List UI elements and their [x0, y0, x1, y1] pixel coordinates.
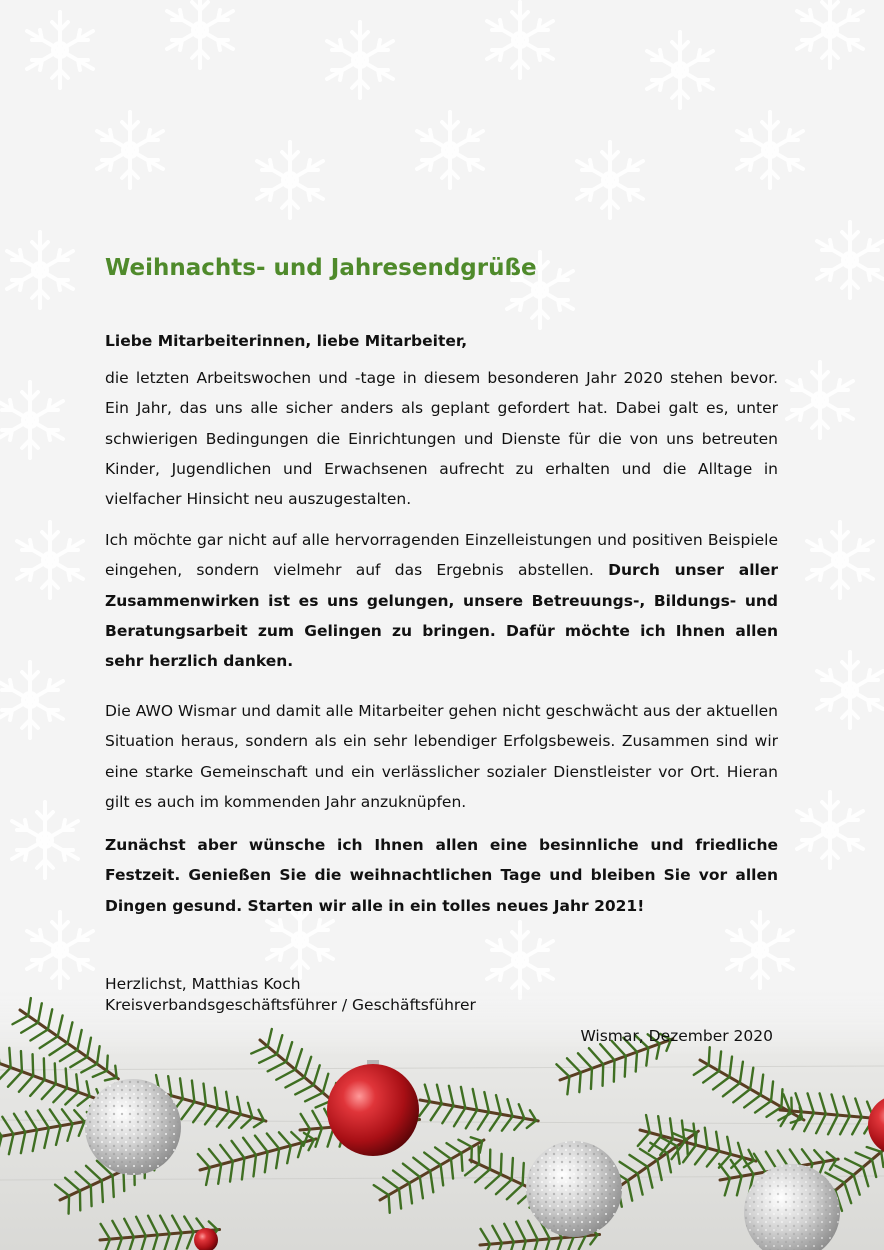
letter-title: Weihnachts- und Jahresendgrüße	[105, 255, 537, 281]
signature-role: Kreisverbandsgeschäftsführer / Geschäftsführer	[105, 996, 476, 1014]
place-date: Wismar, Dezember 2020	[580, 1027, 773, 1045]
paragraph-2-bold: Durch unser aller Zusammenwirken ist es uns gelungen, unsere Betreuungs-, Bildungs- und Beratungsarbeit zum Gelingen zu bringen. Dafür möchte ich Ihnen allen sehr herzlich danken.	[105, 561, 778, 671]
paragraph-3: Die AWO Wismar und damit alle Mitarbeiter gehen nicht geschwächt aus der aktuellen Situation heraus, sondern als ein sehr lebendiger Erfolgsbeweis. Zusammen sind wir eine starke Gemeinschaft und ein verlässlicher sozialer Dienstleister vor Ort. Hieran gilt es auch im kommenden Jahr anzuknüpfen.	[105, 702, 778, 811]
paragraph-4: Zunächst aber wünsche ich Ihnen allen eine besinnliche und friedliche Festzeit. Genießen Sie die weihnachtlichen Tage und bleiben Sie vor allen Dingen gesund. Starten wir alle in ein tolles neues Jahr 2021!	[105, 836, 778, 915]
ornament-silver-center	[526, 1141, 622, 1237]
paragraph-1: die letzten Arbeitswochen und -tage in diesem besonderen Jahr 2020 stehen bevor. Ein Jahr, das uns alle sicher anders als geplant gefordert hat. Dabei galt es, unter schwierigen Bedingungen die Einrichtungen und Dienste für die von uns betreuten Kinder, Jugendlichen und Erwachsenen aufrecht zu erhalten und die Alltage in vielfacher Hinsicht neu auszugestalten.	[105, 369, 778, 509]
paragraph-2	[105, 525, 778, 676]
signature-name: Herzlichst, Matthias Koch	[105, 975, 301, 993]
ornament-silver-left	[85, 1079, 181, 1175]
salutation: Liebe Mitarbeiterinnen, liebe Mitarbeiter,	[105, 332, 468, 350]
signature	[105, 974, 476, 1016]
paragraph-2-normal: Ich möchte gar nicht auf alle hervorragenden Einzelleistungen und positiven Beispiele eingehen, sondern vielmehr auf das Ergebnis abstellen.	[105, 531, 778, 580]
